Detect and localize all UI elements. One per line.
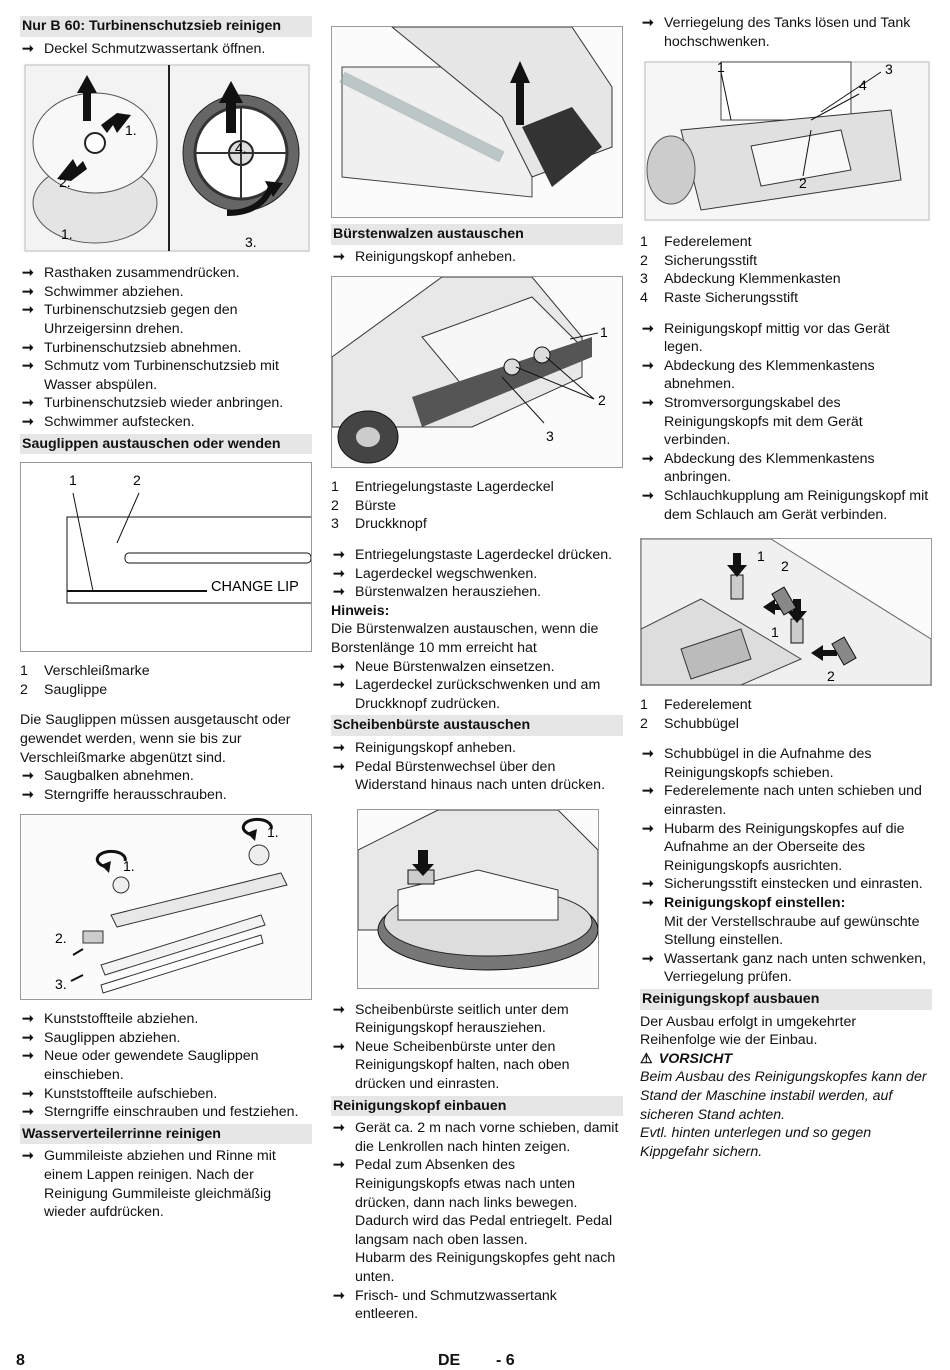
warning-title: VORSICHT xyxy=(658,1050,733,1067)
step: ➞ Sicherungsstift einstecken und einrasten. xyxy=(640,875,932,894)
step: ➞ Frisch- und Schmutzwassertank entleeren. xyxy=(331,1287,623,1324)
figure-scheibenbuerste xyxy=(357,809,599,989)
figure-label: 1. xyxy=(125,122,137,139)
step: ➞ Neue Bürstenwalzen einsetzen. xyxy=(331,658,623,677)
squeegee-illustration xyxy=(21,815,311,999)
figure-label: 3 xyxy=(885,61,893,78)
step: ➞ Lagerdeckel zurückschwenken und am Druckknopf zudrücken. xyxy=(331,676,623,713)
figure-label: 2 xyxy=(827,668,835,685)
legend-item: 1 Federelement xyxy=(640,234,752,251)
figure-turbinenschutzsieb xyxy=(20,62,312,254)
step: ➞ Pedal zum Absenken des Reinigungskopfs etwas nach unten drücken, dann nach links bewegen. Dadurch wird das Pedal entriegelt. Pedal langsam nach oben lassen. xyxy=(331,1156,623,1249)
figure-saugbalken xyxy=(20,814,312,1000)
tank-lifted-illustration xyxy=(641,60,932,222)
step: ➞ Reinigungskopf mittig vor das Gerät legen. xyxy=(640,320,932,357)
step: ➞ Neue oder gewendete Sauglippen einschieben. xyxy=(20,1047,312,1084)
figure-label: 1 xyxy=(69,472,77,489)
language-page: - 6 xyxy=(496,1352,515,1369)
figure-tank-open xyxy=(331,26,623,218)
section-title-scheibenbuerste: Scheibenbürste austauschen xyxy=(331,715,623,736)
legend-item: 2 Schubbügel xyxy=(640,715,739,732)
step: ➞ Stromversorgungskabel des Reinigungskopfs mit dem Gerät verbinden. xyxy=(640,394,932,450)
legend-item: 1 Verschleißmarke xyxy=(20,663,150,680)
legend-item: 2 Sauglippe xyxy=(20,681,108,698)
figure-label: 2. xyxy=(55,930,67,947)
figure-label: 4 xyxy=(859,77,867,94)
step: ➞ Gummileiste abziehen und Rinne mit einem Lappen reinigen. Nach der Reinigung Gummileiste gleichmäßig wieder aufdrücken. xyxy=(20,1147,312,1221)
paragraph: Der Ausbau erfolgt in umgekehrter Reihenfolge wie der Einbau. xyxy=(640,1013,857,1049)
column-right xyxy=(640,14,932,1161)
step: ➞ Abdeckung des Klemmenkastens abnehmen. xyxy=(640,357,932,394)
step: ➞ Schwimmer abziehen. xyxy=(20,283,312,302)
section-title-wasserverteilerrinne: Wasserverteilerrinne reinigen xyxy=(20,1124,312,1145)
step-note: Hubarm des Reinigungskopfes geht nach unten. xyxy=(355,1250,616,1285)
disc-brush-illustration xyxy=(358,810,598,988)
step: ➞ Hubarm des Reinigungskopfes auf die Aufnahme an der Oberseite des Reinigungskopfs ausrichten. xyxy=(640,820,932,876)
legend-item: 2 Sicherungsstift xyxy=(640,252,758,269)
paragraph: Die Sauglippen müssen ausgetauscht oder gewendet werden, wenn sie bis zur Verschleißmarke abgenützt sind. xyxy=(20,712,291,766)
step: ➞ Turbinenschutzsieb gegen den Uhrzeigersinn drehen. xyxy=(20,301,312,338)
figure-label: 4. xyxy=(235,140,247,157)
legend-item: 4 Raste Sicherungsstift xyxy=(640,289,799,306)
push-bracket-illustration xyxy=(641,539,931,685)
section-title-turbinenschutzsieb: Nur B 60: Turbinenschutzsieb reinigen xyxy=(20,16,312,37)
section-title-buerstenwalzen: Bürstenwalzen austauschen xyxy=(331,224,623,245)
figure-label: 1. xyxy=(123,858,135,875)
step: ➞ Entriegelungstaste Lagerdeckel drücken. xyxy=(331,546,623,565)
brush-roller-illustration xyxy=(332,277,622,467)
step: ➞ Saugbalken abnehmen. xyxy=(20,767,312,786)
step: ➞ Lagerdeckel wegschwenken. xyxy=(331,565,623,584)
step-heading: ➞ Reinigungskopf einstellen: xyxy=(640,894,932,913)
turbine-illustration xyxy=(21,63,312,253)
legend-item: 3 Abdeckung Klemmenkasten xyxy=(640,271,841,288)
figure-label: 1 xyxy=(717,60,725,76)
warning-text: Beim Ausbau des Reinigungskopfes kann der Stand der Maschine instabil werden, auf sicheren Stand achten. xyxy=(640,1069,927,1123)
step: ➞ Turbinenschutzsieb wieder anbringen. xyxy=(20,394,312,413)
step: ➞ Sterngriffe einschrauben und festziehen. xyxy=(20,1103,312,1122)
column-left xyxy=(20,14,312,1222)
section-title-reinigungskopf-ausbauen: Reinigungskopf ausbauen xyxy=(640,989,932,1010)
step: ➞ Schubbügel in die Aufnahme des Reinigungskopfs schieben. xyxy=(640,745,932,782)
lip-illustration xyxy=(21,463,311,651)
note-text: Die Bürstenwalzen austauschen, wenn die Borstenlänge 10 mm erreicht hat xyxy=(331,621,599,656)
step: ➞ Schlauchkupplung am Reinigungskopf mit dem Schlauch am Gerät verbinden. xyxy=(640,487,932,524)
step: ➞ Reinigungskopf anheben. xyxy=(331,739,623,758)
step: ➞ Sauglippen abziehen. xyxy=(20,1029,312,1048)
legend-item: 1 Federelement xyxy=(640,697,752,714)
step: ➞ Wassertank ganz nach unten schwenken, Verriegelung prüfen. xyxy=(640,950,932,987)
step: ➞ Neue Scheibenbürste unter den Reinigungskopf halten, nach oben drücken und einrasten. xyxy=(331,1038,623,1094)
step: ➞ Federelemente nach unten schieben und einrasten. xyxy=(640,782,932,819)
step: ➞ Pedal Bürstenwechsel über den Widerstand hinaus nach unten drücken. xyxy=(331,758,623,795)
column-middle xyxy=(331,14,623,1324)
figure-buerstenwalzen xyxy=(331,276,623,468)
step: ➞ Reinigungskopf anheben. xyxy=(331,248,623,267)
legend-item: 2 Bürste xyxy=(331,497,397,514)
figure-label: 2 xyxy=(133,472,141,489)
figure-label: 1. xyxy=(267,824,279,841)
tank-illustration xyxy=(332,27,622,217)
figure-label: 2 xyxy=(598,392,606,409)
figure-label: 1. xyxy=(61,226,73,243)
figure-label: 2 xyxy=(781,558,789,575)
legend-item: 3 Druckknopf xyxy=(331,516,427,533)
figure-label: 2. xyxy=(59,174,71,191)
step: ➞ Verriegelung des Tanks lösen und Tank hochschwenken. xyxy=(640,14,932,51)
figure-label: 1 xyxy=(771,624,779,641)
figure-label: 3 xyxy=(546,428,554,445)
step: ➞ Scheibenbürste seitlich unter dem Reinigungskopf herausziehen. xyxy=(331,1001,623,1038)
step: ➞ Turbinenschutzsieb abnehmen. xyxy=(20,339,312,358)
note-title: Hinweis: xyxy=(331,602,390,619)
step: ➞ Kunststoffteile aufschieben. xyxy=(20,1085,312,1104)
figure-tank-lifted xyxy=(640,59,932,223)
step: ➞ Schmutz vom Turbinenschutzsieb mit Wasser abspülen. xyxy=(20,357,312,394)
lip-marking-text: CHANGE LIP xyxy=(211,579,299,596)
step: ➞ Kunststoffteile abziehen. xyxy=(20,1010,312,1029)
figure-label: 3. xyxy=(55,976,67,993)
legend-item: 1 Entriegelungstaste Lagerdeckel xyxy=(331,479,554,496)
step: ➞ Deckel Schmutzwassertank öffnen. xyxy=(20,40,312,59)
figure-label: 3. xyxy=(245,234,257,251)
language-code: DE xyxy=(438,1352,461,1369)
step-note: Mit der Verstellschraube auf gewünschte Stellung einstellen. xyxy=(664,913,920,949)
step: ➞ Bürstenwalzen herausziehen. xyxy=(331,583,623,602)
section-title-reinigungskopf-einbauen: Reinigungskopf einbauen xyxy=(331,1096,623,1117)
section-title-sauglippen: Sauglippen austauschen oder wenden xyxy=(20,434,312,455)
warning-icon: ⚠ xyxy=(640,1050,653,1067)
page-number: 8 xyxy=(16,1352,25,1369)
figure-schubbuegel xyxy=(640,538,932,686)
step: ➞ Rasthaken zusammendrücken. xyxy=(20,264,312,283)
step: ➞ Gerät ca. 2 m nach vorne schieben, damit die Lenkrollen nach hinten zeigen. xyxy=(331,1119,623,1156)
figure-sauglippe xyxy=(20,462,312,652)
warning-text: Evtl. hinten unterlegen und so gegen Kippgefahr sichern. xyxy=(640,1125,872,1160)
step: ➞ Sterngriffe herausschrauben. xyxy=(20,786,312,805)
warning-heading xyxy=(640,1050,932,1069)
figure-label: 1 xyxy=(600,324,608,341)
step: ➞ Abdeckung des Klemmenkastens anbringen. xyxy=(640,450,932,487)
step: ➞ Schwimmer aufstecken. xyxy=(20,413,312,432)
figure-label: 2 xyxy=(799,175,807,192)
figure-label: 1 xyxy=(757,548,765,565)
